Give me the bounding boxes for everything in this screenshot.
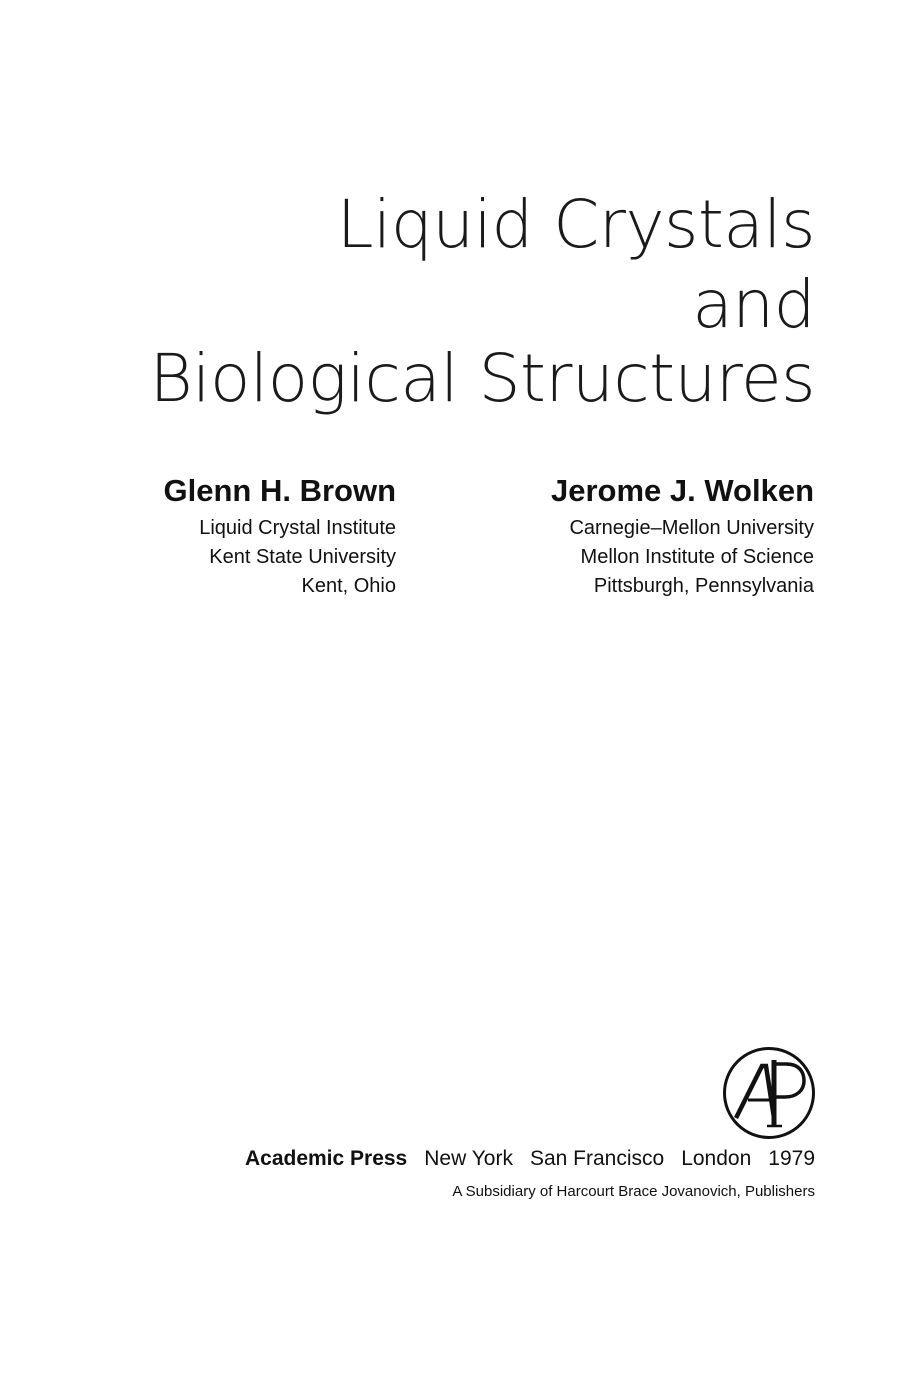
publisher-city: New York [424,1147,513,1170]
title-line-1: Liquid Crystals [336,186,815,263]
author-affiliation-line: Kent, Ohio [301,575,396,597]
author-affiliation-line: Mellon Institute of Science [580,546,814,568]
publisher-city: San Francisco [529,1147,665,1170]
author-affiliation-line: Liquid Crystal Institute [199,517,396,539]
academic-press-logo-icon [722,1046,816,1140]
author-name: Jerome J. Wolken [550,473,814,508]
author-block-brown [164,474,397,601]
publisher-name: Academic Press [244,1147,408,1170]
author-name: Glenn H. Brown [163,473,396,508]
publisher-line [245,1145,815,1173]
author-affiliation-line: Carnegie–Mellon University [569,517,814,539]
author-block-wolken [551,474,814,601]
author-affiliation-line: Kent State University [209,546,396,568]
publication-year: 1979 [768,1147,815,1170]
publisher-city: London [681,1147,752,1170]
title-line-2: and [692,266,815,343]
author-affiliation-line: Pittsburgh, Pennsylvania [593,575,814,597]
publisher-subsidiary: A Subsidiary of Harcourt Brace Jovanovich, Publishers [452,1183,815,1200]
title-line-3: Biological Structures [149,340,815,417]
